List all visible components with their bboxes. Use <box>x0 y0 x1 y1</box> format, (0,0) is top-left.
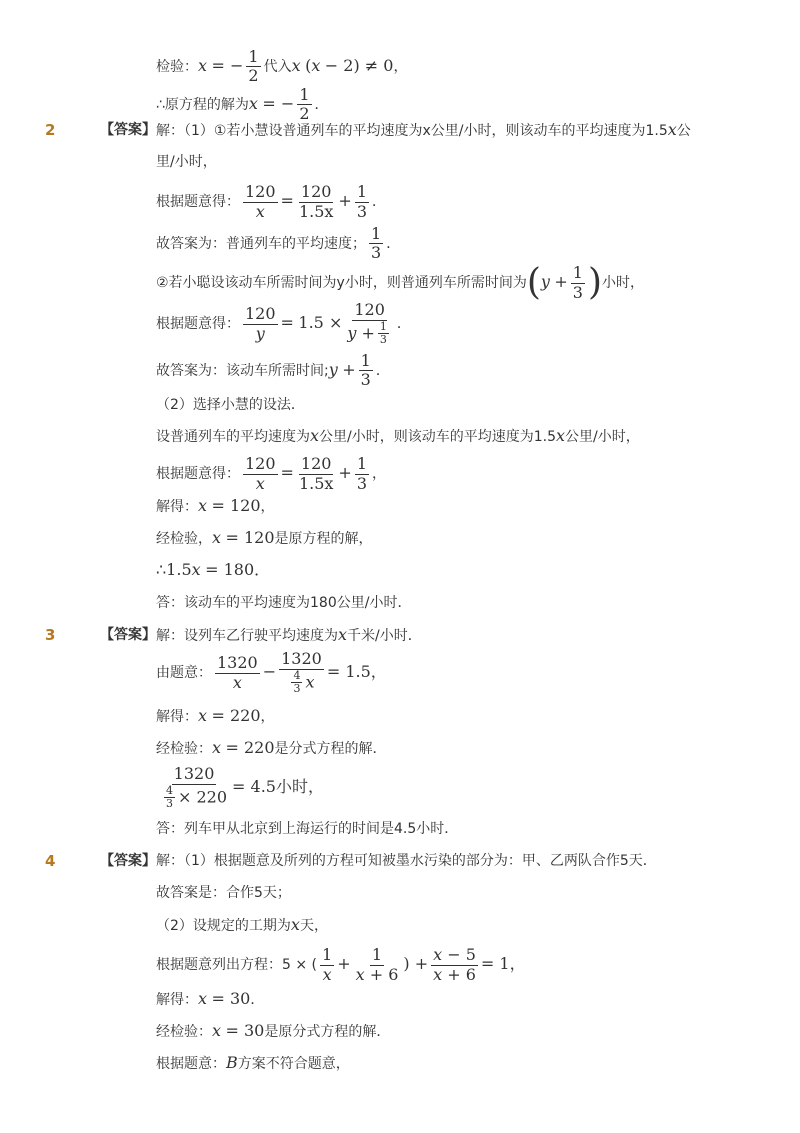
line-check: 检验：x = − $\frac{1}{2}$ 代入x (x − 2) ≠ 0， <box>156 47 408 86</box>
q2-line-6: ②若小聪设该动车所需时间为y小时，则普通列车所需时间为(y + $\frac{1}{3}$ )小时， <box>156 262 645 303</box>
q2-equation-2: 根据题意得： $\frac{120}{y}$ = 1.5 × 120 y + $\frac{1}{3}$ ． <box>156 300 411 347</box>
q4-equation: 根据题意列出方程：5 × ( $\frac{1}{x}$ + $\frac{1}{x + 6}$ ) + $\frac{x - 5}{x + 6}$ = 1， <box>156 945 526 984</box>
q3-final-answer: 答：列车甲从北京到上海运行的时间是4.5小时． <box>156 821 459 837</box>
q2-equation-1: 根据题意得： $\frac{120}{x}$ = $\frac{120}{1.5x}$ + $\frac{1}{3}$ ． <box>156 182 387 221</box>
q2-line-1: 解：（1）①若小慧设普通列车的平均速度为x公里/小时，则该动车的平均速度为1.5x公 <box>156 120 691 139</box>
question-number: 2 <box>45 121 56 139</box>
q3-equation: 由题意： $\frac{1320}{x}$ − 1320 $\frac{4}{3}$ x = 1.5， <box>156 649 387 696</box>
fraction: $\frac{1}{2}$ <box>299 85 310 124</box>
q4-last: 根据题意：B方案不符合题意， <box>156 1053 350 1072</box>
q2-line-2: 里/小时， <box>156 154 217 170</box>
q4-check: 经检验：x = 30是原分式方程的解． <box>156 1021 391 1040</box>
q2-solve: 解得：x = 120， <box>156 496 275 515</box>
fraction: $\frac{1}{2}$ <box>248 47 259 86</box>
q2-final-answer: 答：该动车的平均速度为180公里/小时． <box>156 595 412 611</box>
q2-therefore: ∴1.5x = 180． <box>156 560 271 579</box>
q2-set: 设普通列车的平均速度为x公里/小时，则该动车的平均速度为1.5x公里/小时， <box>156 426 640 445</box>
line-solution: ∴原方程的解为x = − $\frac{1}{2}$ ． <box>156 85 329 124</box>
q3-result: 1320 $\frac{4}{3}$ × 220 = 4.5小时， <box>166 764 324 811</box>
question-number: 4 <box>45 852 56 870</box>
q2-answer-1: 故答案为：普通列车的平均速度； $\frac{1}{3}$ ． <box>156 224 401 263</box>
q4-solve: 解得：x = 30． <box>156 989 265 1008</box>
q4-line-2: 故答案是：合作5天； <box>156 885 291 901</box>
question-number: 3 <box>45 626 56 644</box>
answer-tag: 【答案】 <box>100 122 156 138</box>
q2-equation-3: 根据题意得： $\frac{120}{x}$ = $\frac{120}{1.5x}$ + $\frac{1}{3}$ ， <box>156 454 387 493</box>
q3-check: 经检验：x = 220是分式方程的解． <box>156 738 387 757</box>
q3-solve: 解得：x = 220， <box>156 706 275 725</box>
q4-line-1: 解：（1）根据题意及所列的方程可知被墨水污染的部分为：甲、乙两队合作5天． <box>156 853 657 869</box>
q3-line-1: 解：设列车乙行驶平均速度为x千米/小时． <box>156 625 422 644</box>
q2-check: 经检验，x = 120是原方程的解， <box>156 528 373 547</box>
q2-part-2: （2）选择小慧的设法． <box>156 397 305 413</box>
q2-answer-2: 故答案为：该动车所需时间;y + $\frac{1}{3}$ ． <box>156 351 390 390</box>
answer-tag: 【答案】 <box>100 853 156 869</box>
answer-tag: 【答案】 <box>100 627 156 643</box>
q4-line-3: （2）设规定的工期为x天， <box>156 915 328 934</box>
